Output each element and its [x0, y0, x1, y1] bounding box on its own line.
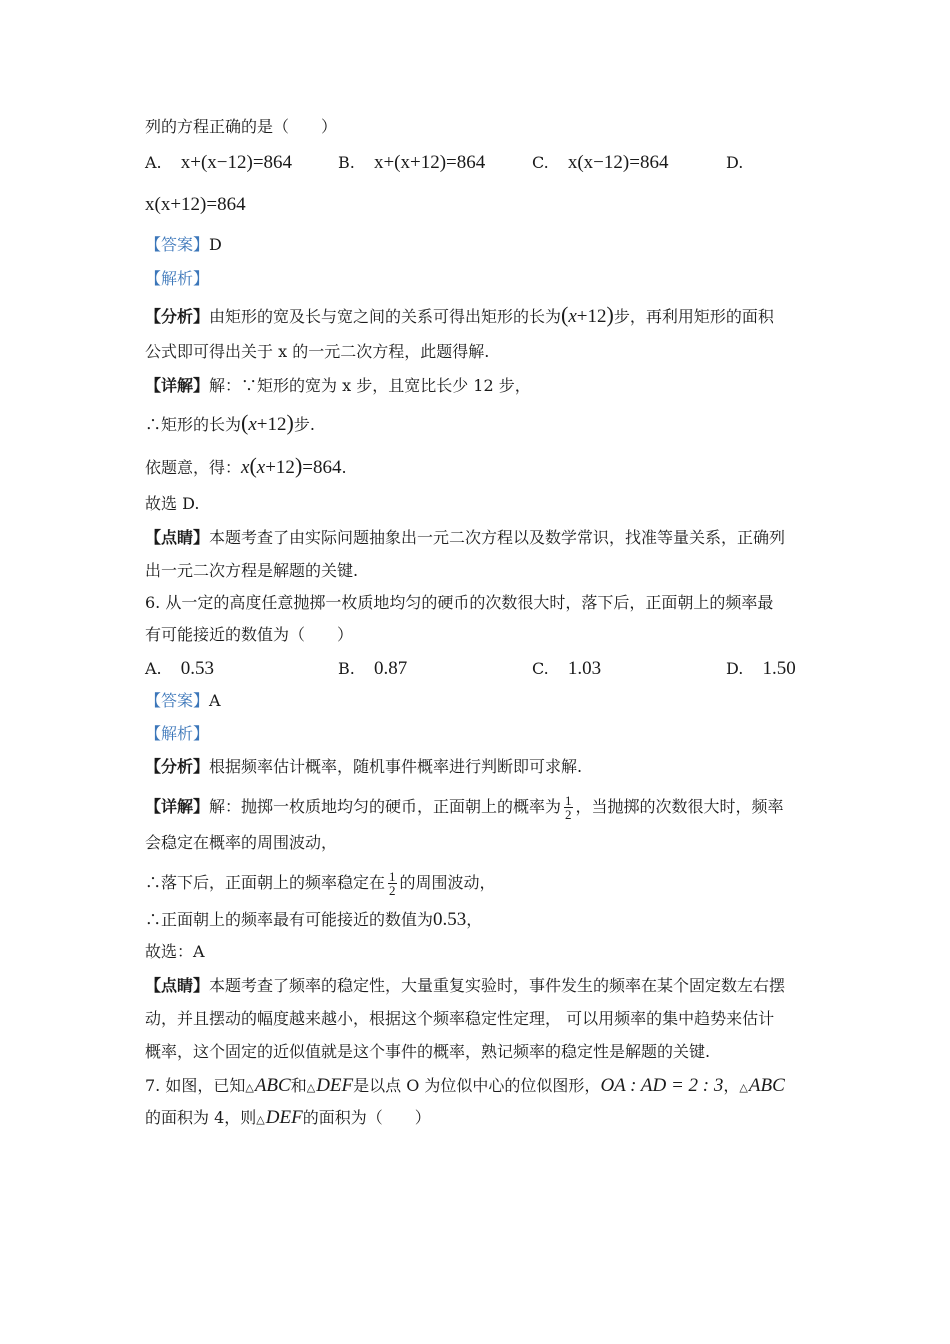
triangle-def-label: DEF — [316, 1075, 354, 1096]
q5-xiangjie-text-3a: 依题意，得： — [145, 458, 242, 477]
q6-xiangjie-text-1b: ，当抛掷的次数很大时，频率 — [575, 797, 784, 816]
q5-fenxi-2: 公式即可得出关于 x 的一元二次方程，此题得解. — [145, 342, 490, 361]
triangle-abc-label-2: ABC — [748, 1075, 785, 1096]
q6-option-a — [145, 658, 214, 680]
q6-option-c — [532, 658, 601, 680]
q5-option-b — [338, 152, 485, 174]
triangle-abc-2 — [739, 1075, 784, 1096]
q5-xiangjie-text-2b: 步. — [293, 415, 315, 434]
q5-option-b-expr: x+(x+12)=864 — [373, 152, 486, 173]
q5-fenxi-text-b: 步，再利用矩形的面积 — [613, 307, 774, 326]
fraction-denominator: 2 — [565, 807, 572, 822]
q6-dianjing-2: 动，并且摆动的幅度越来越小，根据这个频率稳定性定理， 可以用频率的集中趋势来估计 — [145, 1009, 775, 1028]
triangle-def-2 — [256, 1107, 302, 1128]
q6-option-b-label: B. — [338, 659, 355, 678]
q6-answer-value: A — [209, 691, 221, 710]
q6-option-c-value: 1.03 — [567, 658, 602, 679]
q5-xiangjie-text-3b: . — [341, 458, 347, 477]
q5-option-a — [145, 152, 292, 174]
q6-xiangjie-4 — [145, 909, 482, 931]
q6-option-a-value: 0.53 — [180, 658, 214, 679]
triangle-symbol: △ — [245, 1082, 254, 1094]
q5-option-a-label: A. — [145, 153, 162, 172]
q6-xiangjie-text-4a: ∴正面朝上的频率最有可能接近的数值为 — [145, 910, 434, 929]
q6-fenxi-text: 根据频率估计概率，随机事件概率进行判断即可求解. — [209, 757, 583, 776]
triangle-def — [307, 1075, 353, 1096]
q5-xiangjie-expr-1: (x+12) — [241, 410, 294, 435]
q5-option-c-expr: x(x−12)=864 — [567, 152, 669, 173]
xiangjie-tag: 【详解】 — [145, 376, 210, 395]
q5-xiangjie-2 — [145, 412, 315, 436]
q6-dianjing-tag: 【点睛】 — [145, 976, 210, 995]
q5-dianjing-1 — [145, 527, 785, 549]
q6-dianjing-1 — [145, 975, 785, 997]
q5-xiangjie-text-1: 解：∵矩形的宽为 x 步，且宽比长少 12 步， — [209, 376, 531, 395]
q6-xiangjie-text-1a: 解：抛掷一枚质地均匀的硬币，正面朝上的概率为 — [209, 797, 562, 816]
fraction-one-half-2 — [388, 870, 397, 897]
q5-fenxi-expr: (x+12) — [561, 302, 614, 327]
q6-answer-tag: 【答案】 — [145, 691, 210, 710]
q5-option-a-expr: x+(x−12)=864 — [180, 152, 293, 173]
triangle-symbol-4: △ — [256, 1114, 265, 1126]
q5-xiangjie-expr-2: x(x+12)=864 — [241, 453, 342, 478]
q6-stem-1: 6. 从一定的高度任意抛掷一枚质地均匀的硬币的次数很大时，落下后，正面朝上的频率最 — [145, 593, 774, 612]
triangle-abc-label: ABC — [254, 1075, 291, 1096]
q6-xiangjie-text-3b: 的周围波动， — [399, 873, 496, 892]
fraction-numerator-2: 1 — [389, 869, 396, 884]
q6-xiangjie-tag: 【详解】 — [145, 797, 210, 816]
q6-option-d-label: D. — [726, 659, 744, 678]
q5-option-c — [532, 152, 668, 174]
q5-xiangjie-4: 故选 D. — [145, 494, 200, 513]
q5-xiangjie-text-2a: ∴矩形的长为 — [145, 415, 242, 434]
q6-xiangjie-5: 故选：A — [145, 942, 205, 961]
q6-fenxi-tag: 【分析】 — [145, 757, 210, 776]
q7-text-1a: 7. 如图，已知 — [145, 1076, 246, 1095]
answer-tag: 【答案】 — [145, 235, 210, 254]
answer-value: D — [209, 235, 222, 254]
q7-text-2a: 的面积为 4，则 — [145, 1108, 257, 1127]
q7-text-1d: ， — [723, 1076, 740, 1095]
q5-option-c-label: C. — [532, 153, 549, 172]
q5-fenxi-text-a: 由矩形的宽及长与宽之间的关系可得出矩形的长为 — [209, 307, 562, 326]
q5-dianjing-2: 出一元二次方程是解题的关键. — [145, 561, 359, 580]
q6-stem-2: 有可能接近的数值为（ ） — [145, 625, 354, 644]
q7-text-2b: 的面积为（ ） — [302, 1108, 431, 1127]
q7-text-1b: 和 — [290, 1076, 307, 1095]
q5-fenxi-1 — [145, 304, 774, 328]
fraction-denominator-2: 2 — [389, 883, 396, 898]
q6-xiangjie-value: 0.53 — [433, 909, 467, 930]
dianjing-tag: 【点睛】 — [145, 528, 210, 547]
q6-dianjing-text-1: 本题考查了频率的稳定性，大量重复实验时，事件发生的频率在某个固定数左右摆 — [209, 976, 786, 995]
fraction-one-half — [564, 794, 573, 821]
q7-ratio: OA : AD = 2 : 3 — [600, 1075, 724, 1096]
q6-dianjing-3: 概率，这个固定的近似值就是这个事件的概率，熟记频率的稳定性是解题的关键. — [145, 1042, 711, 1061]
q5-option-d-label: D. — [726, 153, 744, 172]
q6-option-d-value: 1.50 — [762, 658, 796, 679]
q6-xiangjie-text-4c: ， — [466, 910, 483, 929]
q5-xiangjie-1 — [145, 375, 531, 397]
q6-option-b — [338, 658, 407, 680]
q5-xiangjie-3 — [145, 455, 347, 479]
q5-stem-tail: 列的方程正确的是（ ） — [145, 117, 338, 136]
q6-xiangjie-2: 会稳定在概率的周围波动， — [145, 833, 338, 852]
triangle-def-label-2: DEF — [265, 1107, 303, 1128]
q6-option-b-value: 0.87 — [373, 658, 408, 679]
triangle-symbol-3: △ — [739, 1082, 748, 1094]
q6-option-c-label: C. — [532, 659, 549, 678]
q5-answer — [145, 234, 222, 256]
q6-xiangjie-3 — [145, 870, 496, 897]
q7-stem-1 — [145, 1075, 785, 1099]
q7-stem-2 — [145, 1107, 431, 1131]
q6-option-d — [726, 658, 796, 680]
q6-option-a-label: A. — [145, 659, 162, 678]
q5-jiexi-tag: 【解析】 — [145, 269, 210, 288]
q6-jiexi-tag: 【解析】 — [145, 724, 210, 743]
fraction-numerator: 1 — [565, 793, 572, 808]
triangle-symbol-2: △ — [306, 1082, 316, 1094]
triangle-abc — [245, 1075, 290, 1096]
q6-xiangjie-1 — [145, 794, 784, 821]
q5-dianjing-text-1: 本题考查了由实际问题抽象出一元二次方程以及数学常识，找准等量关系，正确列 — [209, 528, 786, 547]
q5-option-b-label: B. — [338, 153, 355, 172]
q6-xiangjie-text-3a: ∴落下后，正面朝上的频率稳定在 — [145, 873, 386, 892]
fenxi-tag: 【分析】 — [145, 307, 210, 326]
q6-fenxi — [145, 756, 582, 778]
q6-answer — [145, 690, 221, 712]
q7-text-1c: 是以点 O 为位似中心的位似图形， — [353, 1076, 601, 1095]
q5-option-d-expr: x(x+12)=864 — [145, 194, 246, 215]
